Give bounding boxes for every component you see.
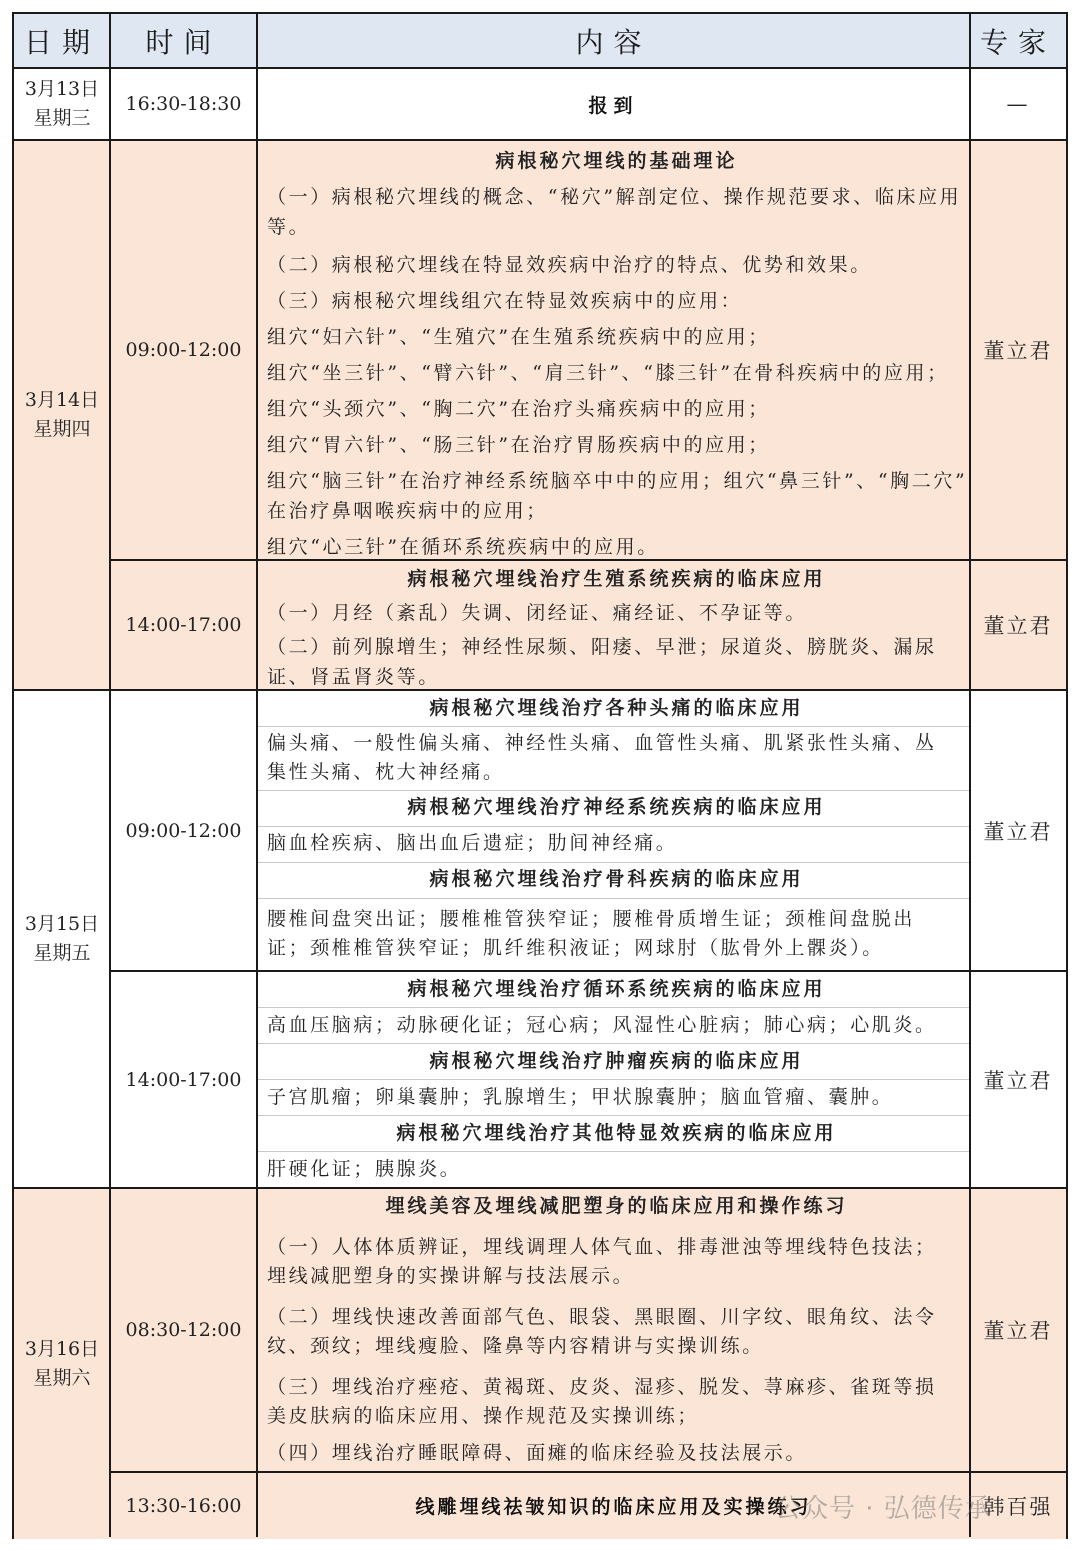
day2-s1-content [261,146,972,562]
divider [14,139,1066,141]
day4-date-cell [14,1188,110,1539]
day3-s1-time: 09:00-12:00 [110,690,257,971]
day4-s2-expert: 韩百强 [970,1472,1066,1539]
day2-s2-content [261,564,972,692]
day4-s1-p4-line: （四）埋线治疗睡眠障碍、面瘫的临床经验及技法展示。 [267,1442,808,1464]
day1-weekday: 星期三 [33,107,91,129]
header-content: 内容 [257,14,970,68]
day3-s1-b1-title: 病根秘穴埋线治疗各种头痛的临床应用 [429,697,804,719]
day3-s2-expert: 董立君 [970,971,1066,1188]
divider [257,826,970,827]
day3-s1-b1-line: 集性头痛、枕大神经痛。 [267,761,505,783]
divider [257,898,970,899]
day3-s2-b1-line: 高血压脑病；动脉硬化证；冠心病；风湿性心脏病；肺心病；心肌炎。 [267,1014,937,1036]
day2-s1-line: （三）病根秘穴埋线组穴在特显效疾病中的应用： [267,290,743,312]
day2-s2-line: 证、肾盂肾炎等。 [267,666,440,688]
day4-weekday: 星期六 [33,1366,91,1389]
header-expert: 专家 [970,14,1066,68]
day2-s1-line: 在治疗鼻咽喉疾病中的应用； [267,500,548,522]
day2-weekday: 星期四 [33,418,91,440]
day4-s2-time: 13:30-16:00 [110,1472,257,1539]
divider [257,790,970,791]
day3-s2-b1-title: 病根秘穴埋线治疗循环系统疾病的临床应用 [407,978,826,1000]
day2-date-cell [14,140,110,690]
divider [14,1187,1066,1189]
day4-s1-p1-line: （一）人体体质辨证，埋线调理人体气血、排毒泄浊等埋线特色技法； [267,1236,937,1258]
day2-s2-title: 病根秘穴埋线治疗生殖系统疾病的临床应用 [407,568,826,590]
day3-s2-time: 14:00-17:00 [110,971,257,1188]
day4-s1-p3-line: （三）埋线治疗痤疮、黄褐斑、皮炎、湿疹、脱发、荨麻疹、雀斑等损 [267,1376,937,1398]
day2-s1-line: 组穴“心三针”在循环系统疾病中的应用。 [267,536,659,558]
day4-s1-p1-line: 埋线减肥塑身的实操讲解与技法展示。 [267,1265,635,1287]
day4-s1-content [261,1192,972,1468]
day3-weekday: 星期五 [33,942,91,964]
day3-s1-content [261,694,972,963]
divider [110,970,1066,972]
divider [257,1007,970,1008]
divider [257,862,970,863]
day1-date: 3月13日 [24,78,100,100]
day3-s1-b3-line: 腰椎间盘突出证；腰椎椎管狭窄证；腰椎骨质增生证；颈椎间盘脱出 [267,908,916,930]
day2-s1-line: 组穴“坐三针”、“臂六针”、“肩三针”、“膝三针”在骨科疾病中的应用； [267,362,949,384]
day2-s2-expert: 董立君 [970,560,1066,690]
divider [256,14,258,1537]
day4-s1-expert: 董立君 [970,1188,1066,1472]
header-time: 时间 [110,14,257,68]
day3-s1-expert: 董立君 [970,690,1066,971]
day2-s1-line: 等。 [267,216,311,238]
divider [257,1115,970,1116]
day2-s1-expert: 董立君 [970,140,1066,560]
day2-s1-line: （二）病根秘穴埋线在特显效疾病中治疗的特点、优势和效果。 [267,254,872,276]
day1-date-cell [14,68,110,140]
header-date: 日期 [14,14,110,68]
day4-s2-title: 线雕埋线祛皱知识的临床应用及实操练习 [415,1496,812,1518]
day2-s1-title: 病根秘穴埋线的基础理论 [495,150,738,172]
day4-s1-title: 埋线美容及埋线减肥塑身的临床应用和操作练习 [385,1195,848,1217]
day2-s2-line: （二）前列腺增生；神经性尿频、阳痿、早泄；尿道炎、膀胱炎、漏尿 [267,636,937,658]
day3-s1-b3-title: 病根秘穴埋线治疗骨科疾病的临床应用 [429,868,804,890]
day3-s2-b2-line: 子宫肌瘤；卵巢囊肿；乳腺增生；甲状腺囊肿；脑血管瘤、囊肿。 [267,1086,894,1108]
day2-s1-line: 组穴“头颈穴”、“胸二穴”在治疗头痛疾病中的应用； [267,398,770,420]
day2-s2-line: （一）月经（紊乱）失调、闭经证、痛经证、不孕证等。 [267,602,808,624]
schedule-table [12,12,1068,1539]
day3-s2-b2-title: 病根秘穴埋线治疗肿瘤疾病的临床应用 [429,1050,804,1072]
day1-s1-time: 16:30-18:30 [110,68,257,140]
day3-date: 3月15日 [24,913,100,935]
day2-s2-time: 14:00-17:00 [110,560,257,690]
day1-s1-expert: — [970,68,1066,140]
day4-s1-time: 08:30-12:00 [110,1188,257,1472]
divider [257,1151,970,1152]
day2-date: 3月14日 [24,389,100,411]
divider [257,1043,970,1044]
divider [257,726,970,727]
day2-s1-line: 组穴“妇六针”、“生殖穴”在生殖系统疾病中的应用； [267,326,770,348]
day3-s2-b3-title: 病根秘穴埋线治疗其他特显效疾病的临床应用 [396,1122,837,1144]
day2-s1-line: 组穴“脑三针”在治疗神经系统脑卒中中的应用；组穴“鼻三针”、“胸二穴” [267,470,968,492]
day3-s2-b3-line: 肝硬化证；胰腺炎。 [267,1158,462,1180]
day2-s1-line: （一）病根秘穴埋线的概念、“秘穴”解剖定位、操作规范要求、临床应用 [267,186,962,208]
day2-s1-time: 09:00-12:00 [110,140,257,560]
watermark: 公众号 · 弘德传承 [775,1494,992,1524]
day3-s1-b2-title: 病根秘穴埋线治疗神经系统疾病的临床应用 [407,796,826,818]
divider [109,14,111,1537]
day4-s1-p3-line: 美皮肤病的临床应用、操作规范及实操训练； [267,1405,700,1427]
day3-s1-b3-line: 证；颈椎椎管狭窄证；肌纤维积液证；网球肘（肱骨外上髁炎）。 [267,937,884,959]
day1-s1-content: 报到 [257,68,970,140]
divider [257,1079,970,1080]
day4-date: 3月16日 [24,1337,100,1360]
divider [110,1471,1066,1473]
day4-s1-p2-line: 纹、颈纹；埋线瘦脸、隆鼻等内容精讲与实操训练。 [267,1335,764,1357]
day4-s1-p2-line: （二）埋线快速改善面部气色、眼袋、黑眼圈、川字纹、眼角纹、法令 [267,1306,937,1328]
day3-s1-b1-line: 偏头痛、一般性偏头痛、神经性头痛、血管性头痛、肌紧张性头痛、丛 [267,732,937,754]
day2-s1-line: 组穴“胃六针”、“肠三针”在治疗胃肠疾病中的应用； [267,434,770,456]
day3-s1-b2-line: 脑血栓疾病、脑出血后遗症；肋间神经痛。 [267,832,678,854]
divider [14,67,1066,69]
divider [969,14,971,1537]
divider [110,559,1066,561]
day3-date-cell [14,690,110,1188]
divider [14,689,1066,691]
